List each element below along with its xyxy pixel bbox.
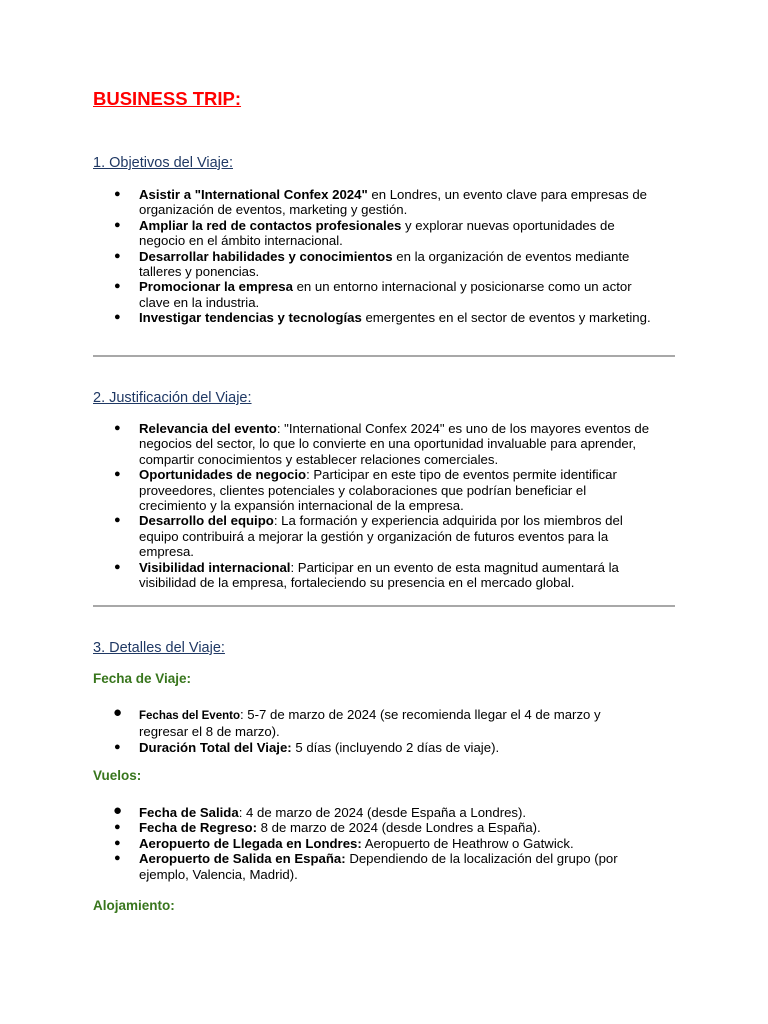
bullet-icon: ● <box>114 514 121 527</box>
fecha-list <box>93 704 653 755</box>
list-item: ● Desarrollo del equipo: La formación y experiencia adquirida por los miembros del equipo contribuirá a mejorar la gestión y organización de futuros eventos para la empresa. <box>114 513 623 560</box>
list-item: ● Ampliar la red de contactos profesionales y explorar nuevas oportunidades de negocio en el ámbito internacional. <box>114 217 615 249</box>
bullet-icon: ● <box>114 188 121 200</box>
bullet-icon: ● <box>114 821 121 834</box>
justificacion-list <box>93 421 653 590</box>
bullet-icon: ● <box>113 704 123 721</box>
list-item: ● Visibilidad internacional: Participar en un evento de esta magnitud aumentará la visibilidad de la empresa, fortaleciendo su presencia en el mercado global. <box>114 559 619 591</box>
list-item: ● Desarrollar habilidades y conocimientos en la organización de eventos mediante talleres y ponencias. <box>114 248 630 280</box>
divider <box>93 355 675 357</box>
bullet-icon: ● <box>114 280 121 293</box>
list-item: ● Oportunidades de negocio: Participar en este tipo de eventos permite identificar proveedores, clientes potenciales y colaboraciones que podrían beneficiar el crecimiento y la expansión internacional de la empresa. <box>114 467 617 514</box>
vuelos-list <box>93 802 653 882</box>
bullet-icon: ● <box>114 468 121 481</box>
list-item: ● Aeropuerto de Salida en España: Dependiendo de la localización del grupo (por ejemplo, Valencia, Madrid). <box>114 851 618 882</box>
section-heading-justificacion: 2. Justificación del Viaje: <box>93 390 252 406</box>
list-item: ● Fecha de Regreso: 8 de marzo de 2024 (desde Londres a España). <box>114 820 541 836</box>
subheading-alojamiento: Alojamiento: <box>93 898 175 913</box>
list-item: ● Relevancia del evento: "International Confex 2024" es uno de los mayores eventos de negocios del sector, lo que lo convierte en una oportunidad invaluable para aprender, compartir conocimientos y establecer relaciones comerciales. <box>114 421 650 467</box>
subheading-vuelos: Vuelos: <box>93 768 142 783</box>
bullet-icon: ● <box>114 740 121 753</box>
list-item: ● Fechas del Evento: 5-7 de marzo de 2024 (se recomienda llegar el 4 de marzo y regresar el 8 de marzo). <box>113 704 601 740</box>
bullet-icon: ● <box>114 218 121 231</box>
divider <box>93 605 675 607</box>
bullet-icon: ● <box>114 836 121 849</box>
list-item: ● Investigar tendencias y tecnologías emergentes en el sector de eventos y marketing. <box>114 310 651 326</box>
list-item: ● Duración Total del Viaje: 5 días (incluyendo 2 días de viaje). <box>114 739 500 755</box>
bullet-icon: ● <box>114 311 121 324</box>
objetivos-list <box>93 187 653 326</box>
bullet-icon: ● <box>114 422 121 434</box>
bullet-icon: ● <box>114 852 121 865</box>
subheading-fecha-de-viaje: Fecha de Viaje: <box>93 671 192 686</box>
list-item: ● Fecha de Salida: 4 de marzo de 2024 (desde España a Londres). <box>113 802 527 820</box>
section-heading-detalles: 3. Detalles del Viaje: <box>93 640 225 656</box>
section-heading-objetivos: 1. Objetivos del Viaje: <box>93 155 233 171</box>
document-title: BUSINESS TRIP: <box>93 88 242 109</box>
list-item: ● Promocionar la empresa en un entorno internacional y posicionarse como un actor clave en la industria. <box>114 279 632 310</box>
list-item: ● Aeropuerto de Llegada en Londres: Aeropuerto de Heathrow o Gatwick. <box>114 835 574 851</box>
bullet-icon: ● <box>114 560 121 573</box>
bullet-icon: ● <box>113 802 123 819</box>
list-item: ● Asistir a "International Confex 2024" en Londres, un evento clave para empresas de organización de eventos, marketing y gestión. <box>114 187 648 218</box>
bullet-icon: ● <box>114 249 121 262</box>
